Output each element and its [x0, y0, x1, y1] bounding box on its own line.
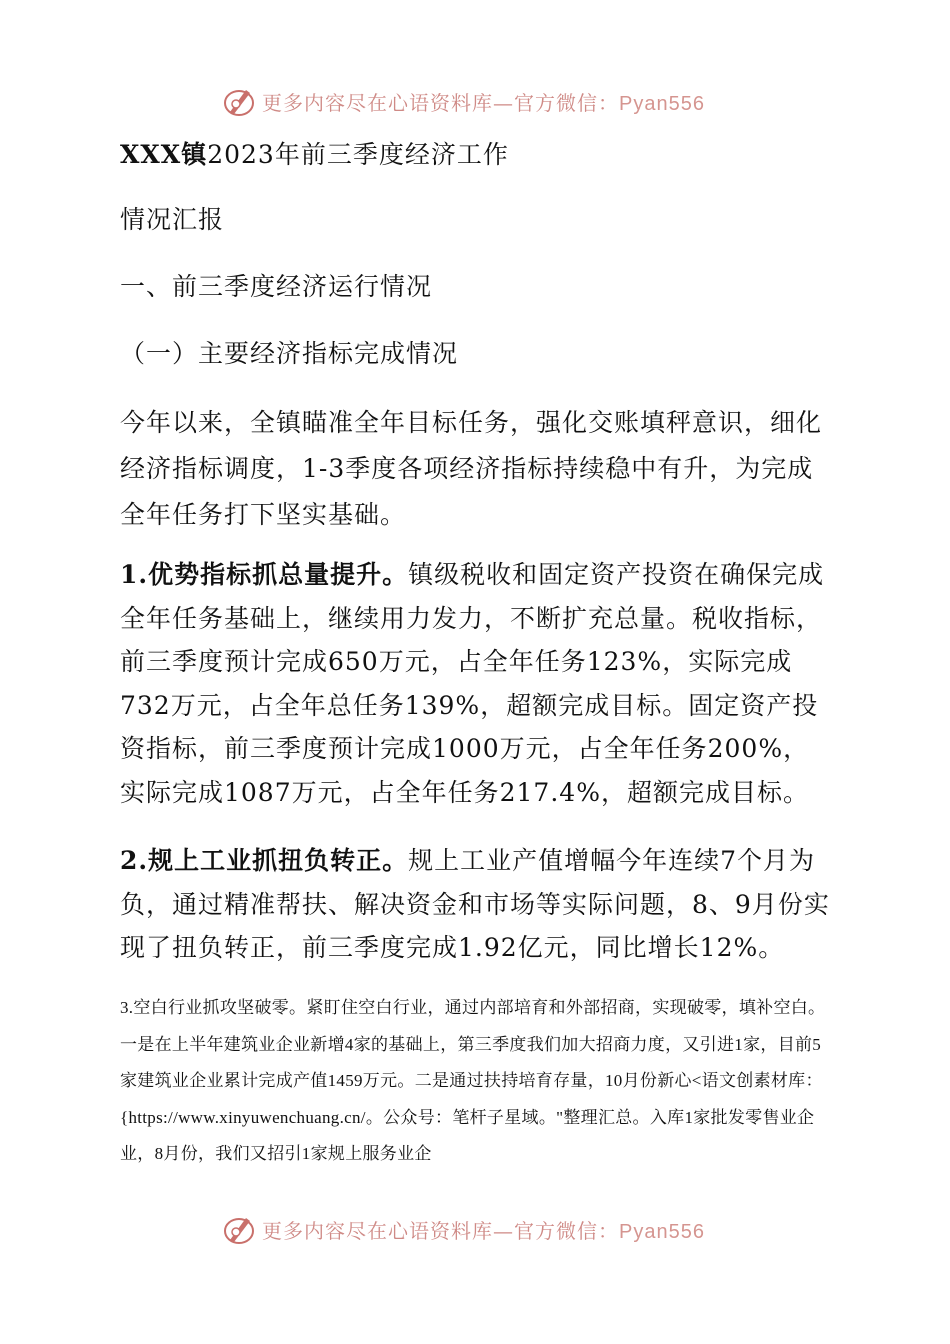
title-town: XXX镇 — [120, 140, 208, 169]
item-2-paragraph — [120, 839, 832, 970]
item-2-body: 规上工业产值增幅今年连续7个月为负，通过精准帮扶、解决资金和市场等实际问题，8、9月份实现了扭负转正，前三季度完成1.92亿元，同比增长12%。 — [120, 846, 830, 962]
document-title-line2: 情况汇报 — [120, 205, 225, 234]
section-heading: 一、前三季度经济运行情况 — [120, 272, 433, 301]
subsection-heading: （一）主要经济指标完成情况 — [120, 339, 459, 368]
item-3-paragraph: 3.空白行业抓攻坚破零。紧盯住空白行业，通过内部培育和外部招商，实现破零，填补空白。一是在上半年建筑业企业新增4家的基础上，第三季度我们加大招商力度，又引进1家，目前5家建筑业企业累计完成产值1459万元。二是通过扶持培育存量，10月份新心<语文创素材库：{https://www.xinyuwenchuang.cn/。公众号：笔杆子星域。"整理汇总。入库1家批发零售业企业，8月份，我们又招引1家规上服务业企 — [120, 998, 826, 1163]
item-1-lead: 1.优势指标抓总量提升。 — [120, 560, 409, 589]
pen-nib-logo-icon — [222, 1212, 256, 1246]
document-title — [120, 138, 832, 172]
watermark-text: 更多内容尽在心语资料库—官方微信：Pyan556 — [262, 90, 705, 115]
item-1-body: 镇级税收和固定资产投资在确保完成全年任务基础上，继续用力发力，不断扩充总量。税收指标，前三季度预计完成650万元，占全年任务123%，实际完成732万元，占全年总任务139%，超额完成目标。固定资产投资指标，前三季度预计完成1000万元，占全年任务200%，实际完成1087万元，占全年任务217.4%，超额完成目标。 — [120, 560, 825, 807]
item-1-paragraph — [120, 553, 832, 814]
watermark-header — [222, 84, 705, 118]
intro-paragraph: 今年以来，全镇瞄准全年目标任务，强化交账填秤意识，细化经济指标调度，1-3季度各项经济指标持续稳中有升，为完成全年任务打下坚实基础。 — [120, 408, 823, 529]
item-2-lead: 2.规上工业抓扭负转正。 — [120, 846, 409, 875]
pen-nib-logo-icon — [222, 84, 256, 118]
watermark-footer — [222, 1212, 705, 1246]
watermark-text: 更多内容尽在心语资料库—官方微信：Pyan556 — [262, 1218, 705, 1243]
title-rest: 2023年前三季度经济工作 — [207, 140, 509, 169]
